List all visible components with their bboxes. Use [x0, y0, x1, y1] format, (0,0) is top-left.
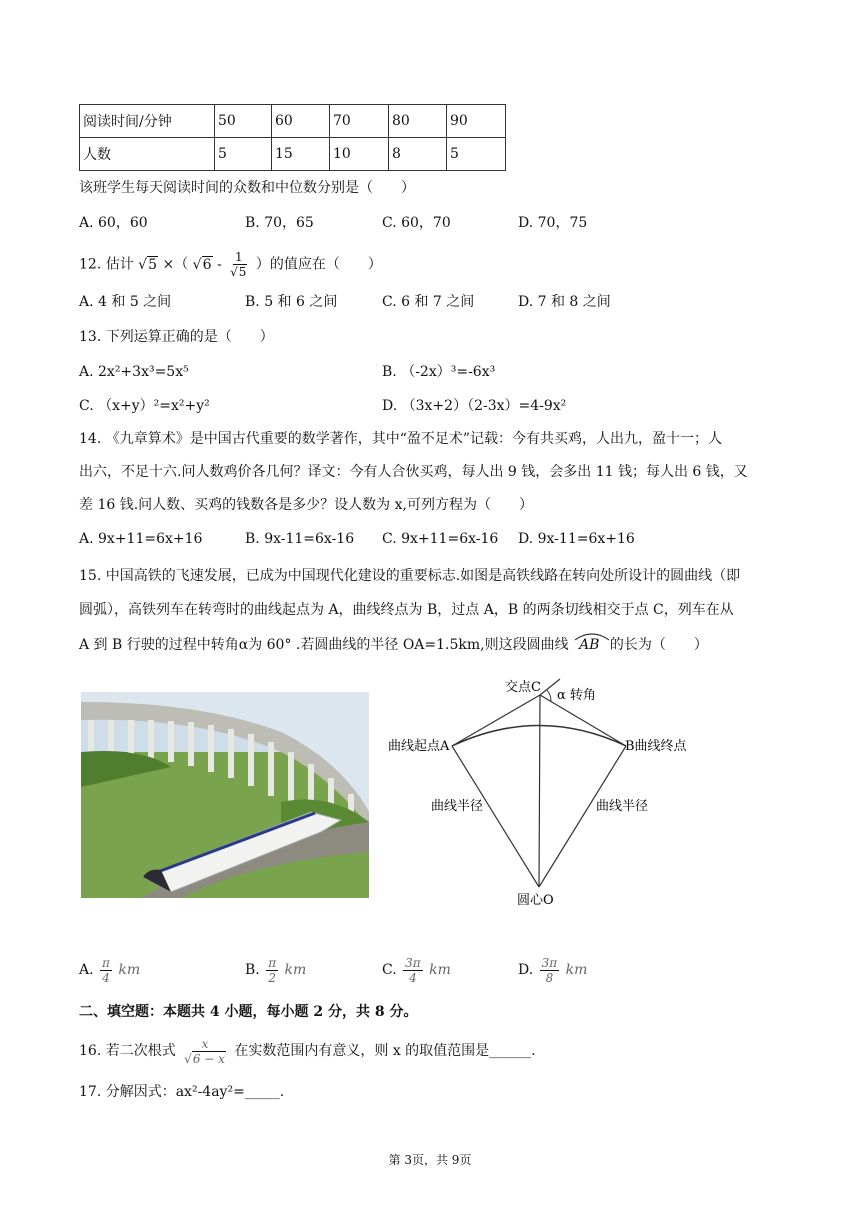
q15-line-2: 圆弧），高铁列车在转弯时的曲线起点为 A，曲线终点为 B，过点 A，B 的两条切线相交于点 C，列车在从 — [79, 602, 734, 618]
q14-option-c: C. 9x+11=6x-16 — [382, 531, 499, 547]
q17-stem: 17. 分解因式：ax²-4ay²=_____. — [79, 1084, 285, 1100]
section-heading: 二、填空题：本题共 4 小题，每小题 2 分，共 8 分。 — [79, 1004, 418, 1020]
q15-line-3: A 到 B 行驶的过程中转角α为 60° .若圆曲线的半径 OA=1.5km,则这段圆曲线 AB 的长为（ ） — [79, 634, 708, 656]
q12-option-d: D. 7 和 8 之间 — [518, 294, 611, 310]
q12-minus: - — [216, 256, 227, 273]
q13-option-d: D. （3x+2）（2-3x）=4-9x² — [382, 398, 567, 414]
q14-option-b: B. 9x-11=6x-16 — [245, 531, 355, 547]
table-cell: 5 — [215, 138, 272, 171]
label-radius-right: 曲线半径 — [596, 799, 649, 814]
radius-ob — [539, 746, 626, 887]
q13-option-a: A. 2x²+3x³=5x⁵ — [79, 364, 189, 380]
q15-line-1: 15. 中国高铁的飞速发展，已成为中国现代化建设的重要标志.如图是高铁线路在转向处所设计的圆曲线（即 — [79, 568, 741, 584]
q11-option-c: C. 60，70 — [382, 215, 451, 231]
table-cell: 5 — [447, 138, 506, 171]
label-curve-start-a: 曲线起点A — [388, 739, 450, 754]
table-cell: 15 — [272, 138, 330, 171]
circular-curve-diagram — [385, 675, 705, 915]
table-cell: 80 — [389, 105, 447, 138]
q14-line-1: 14. 《九章算术》是中国古代重要的数学著作，其中“盈不足术”记载：今有共买鸡，人出九，盈十一；人 — [79, 431, 723, 447]
q14-line-2: 出六，不足十六.问人数鸡价各几何？译文：今有人合伙买鸡，每人出 9 钱，会多出 11 钱；每人出 6 钱，又 — [79, 464, 748, 480]
q11-option-a: A. 60，60 — [79, 215, 148, 231]
table-cell: 人数 — [80, 138, 215, 171]
q13-option-b: B. （-2x）³=-6x³ — [382, 364, 496, 380]
sqrt-6: √6 — [192, 256, 212, 273]
q12-option-c: C. 6 和 7 之间 — [382, 294, 475, 310]
q15-option-c: C. $\frac{3\pi}{4}$ km — [382, 955, 451, 985]
arc-ab: AB — [573, 634, 605, 656]
q16-fraction: $\frac{x}{√6 - x}$ — [184, 1036, 225, 1066]
radius-oa — [452, 746, 539, 887]
q12-option-a: A. 4 和 5 之间 — [79, 294, 172, 310]
q16-stem: 16. 若二次根式 $\frac{x}{√6 - x}$ 在实数范围内有意义，则 x 的取值范围是______. — [79, 1036, 536, 1066]
table-cell: 90 — [447, 105, 506, 138]
label-intersection-c: 交点C — [505, 680, 541, 695]
sqrt-5: √5 — [138, 256, 158, 273]
reading-time-table — [79, 104, 506, 171]
label-curve-end-b: B曲线终点 — [625, 739, 687, 754]
q12-stem — [79, 250, 382, 279]
q12-option-b: B. 5 和 6 之间 — [245, 294, 338, 310]
q15-option-a: A. $\frac{\pi}{4}$ km — [79, 955, 141, 985]
tangent-ac — [452, 695, 540, 746]
table-cell: 8 — [389, 138, 447, 171]
q13-stem: 13. 下列运算正确的是（ ） — [79, 329, 274, 345]
q14-option-a: A. 9x+11=6x+16 — [79, 531, 203, 547]
q13-option-c: C. （x+y）²=x²+y² — [79, 398, 210, 414]
q12-times: ×（ — [162, 256, 189, 273]
q14-option-d: D. 9x-11=6x+16 — [518, 531, 635, 547]
q14-line-3: 差 16 钱.问人数、买鸡的钱数各是多少？设人数为 x,可列方程为（ ） — [79, 497, 533, 513]
q15-option-d: D. $\frac{3\pi}{8}$ km — [518, 955, 588, 985]
page-number: 第 3页，共 9页 — [388, 1153, 472, 1167]
q12-suffix: ）的值应在（ ） — [255, 256, 382, 273]
table-row — [80, 105, 506, 138]
label-center-o: 圆心O — [517, 893, 554, 908]
label-radius-left: 曲线半径 — [431, 799, 484, 814]
table-cell: 60 — [272, 105, 330, 138]
table-cell: 70 — [330, 105, 389, 138]
arc-mark-icon — [573, 631, 611, 641]
table-row — [80, 138, 506, 171]
q11-option-d: D. 70，75 — [518, 215, 588, 231]
label-turn-angle: α 转角 — [557, 688, 596, 703]
q11-stem: 该班学生每天阅读时间的众数和中位数分别是（ ） — [79, 180, 415, 196]
high-speed-train-photo — [81, 692, 369, 898]
table-cell: 阅读时间/分钟 — [80, 105, 215, 138]
table-cell: 10 — [330, 138, 389, 171]
table-cell: 50 — [215, 105, 272, 138]
q15-option-b: B. $\frac{\pi}{2}$ km — [245, 955, 307, 985]
one-over-sqrt5: $\frac{1}{√5}$ — [230, 250, 247, 279]
q11-option-b: B. 70，65 — [245, 215, 314, 231]
curve-arc — [452, 726, 626, 747]
q12-prefix: 12. 估计 — [79, 256, 134, 273]
line-co — [539, 695, 540, 887]
